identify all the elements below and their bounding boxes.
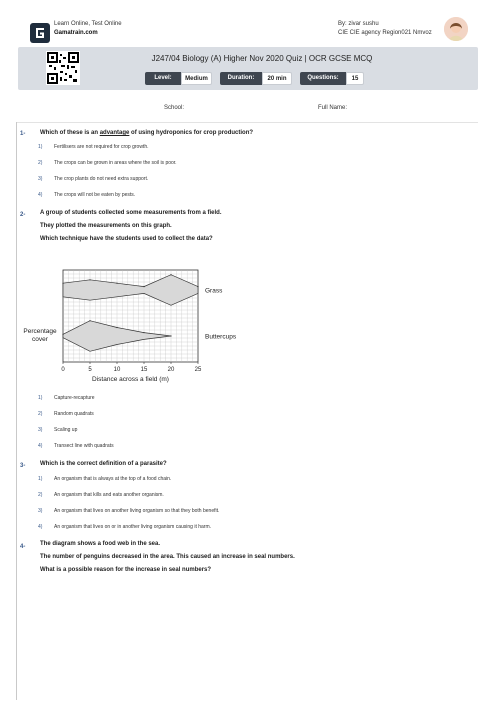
question-text: The number of penguins decreased in the area. This caused an increase in seal numbers.	[40, 554, 295, 560]
data-point	[116, 283, 117, 284]
option-number[interactable]: 2)	[38, 492, 43, 498]
site-name-link[interactable]: Gamatrain.com	[54, 30, 98, 36]
option-number[interactable]: 2)	[38, 160, 43, 166]
author-region: CIE CIE agency Region021 Nmvoz	[338, 30, 432, 36]
author-name: By: zivar sushu	[338, 21, 379, 27]
option-number[interactable]: 1)	[38, 476, 43, 482]
data-point	[62, 283, 63, 284]
option-text[interactable]: Capture-recapture	[54, 395, 95, 401]
school-field-label: School:	[164, 105, 185, 111]
data-point	[170, 274, 171, 275]
y-axis-label: Percentage	[23, 328, 57, 335]
question-text	[40, 130, 253, 136]
option-number[interactable]: 2)	[38, 411, 43, 417]
duration-value: 20 min	[262, 72, 292, 85]
option-number[interactable]: 1)	[38, 144, 43, 150]
avatar-person-icon	[444, 17, 468, 41]
question-text-part: Which of these is an	[40, 130, 100, 136]
x-tick-label: 10	[113, 367, 121, 373]
option-text[interactable]: Fertilisers are not required for crop growth.	[54, 144, 149, 150]
question-number: 3-	[20, 463, 26, 469]
kite-diagram-chart	[20, 250, 240, 385]
question-text: What is a possible reason for the increase in seal numbers?	[40, 567, 212, 573]
option-text[interactable]: An organism that is always at the top of a food chain.	[54, 476, 172, 482]
question-text: The diagram shows a food web in the sea.	[40, 541, 161, 547]
question-text-part: of using hydroponics for crop production?	[129, 130, 254, 136]
x-axis-label: Distance across a field (m)	[92, 376, 169, 383]
questions-value: 15	[346, 72, 364, 85]
left-margin-rule	[16, 122, 17, 700]
option-number[interactable]: 4)	[38, 192, 43, 198]
option-text[interactable]: Transect line with quadrats	[54, 443, 114, 449]
x-tick-label: 0	[61, 367, 65, 373]
qr-code-icon	[46, 51, 80, 85]
question-text: Which technique have the students used to collect the data?	[40, 236, 213, 242]
option-number[interactable]: 4)	[38, 524, 43, 530]
duration-label: Duration:	[220, 72, 262, 85]
option-number[interactable]: 3)	[38, 427, 43, 433]
header-divider	[16, 122, 478, 123]
data-point	[143, 286, 144, 287]
questions-label: Questions:	[300, 72, 346, 85]
data-point	[116, 327, 117, 328]
option-text[interactable]: An organism that kills and eats another organism.	[54, 492, 164, 498]
question-number: 1-	[20, 131, 26, 137]
question-emphasis: advantage	[99, 130, 130, 136]
option-text[interactable]: An organism that lives on another living organism so that they both benefit.	[54, 508, 220, 514]
question-text: They plotted the measurements on this graph.	[40, 223, 172, 229]
option-text[interactable]: Scaling up	[54, 427, 78, 433]
series-label: Grass	[205, 287, 223, 295]
option-text[interactable]: The crop plants do not need extra support.	[54, 176, 149, 182]
option-number[interactable]: 3)	[38, 508, 43, 514]
data-point	[89, 320, 90, 321]
data-point	[197, 286, 198, 287]
x-tick-label: 5	[88, 367, 92, 373]
quiz-title: J247/04 Biology (A) Higher Nov 2020 Quiz | OCR GCSE MCQ	[151, 54, 373, 63]
x-tick-label: 25	[194, 367, 202, 373]
data-point	[143, 332, 144, 333]
data-point	[62, 334, 63, 335]
option-number[interactable]: 1)	[38, 395, 43, 401]
y-axis-label: cover	[32, 336, 48, 343]
option-number[interactable]: 3)	[38, 176, 43, 182]
option-number[interactable]: 4)	[38, 443, 43, 449]
level-label: Level:	[145, 72, 181, 85]
option-text[interactable]: The crops will not be eaten by pests.	[54, 192, 136, 198]
full-name-field-label: Full Name:	[318, 105, 348, 111]
option-text[interactable]: The crops can be grown in areas where the soil is poor.	[54, 160, 177, 166]
question-number: 2-	[20, 212, 26, 218]
series-label: Buttercups	[205, 333, 237, 341]
question-text: A group of students collected some measurements from a field.	[40, 210, 222, 216]
level-value: Medium	[181, 72, 212, 85]
gamatrain-logo-icon	[30, 23, 50, 43]
x-tick-label: 20	[167, 367, 175, 373]
question-text: Which is the correct definition of a parasite?	[40, 461, 167, 467]
question-number: 4-	[20, 544, 26, 550]
site-tagline: Learn Online, Test Online	[54, 21, 122, 27]
data-point	[89, 279, 90, 280]
option-text[interactable]: Random quadrats	[54, 411, 94, 417]
avatar	[444, 17, 468, 41]
option-text[interactable]: An organism that lives on or in another living organism causing it harm.	[54, 524, 212, 530]
x-tick-label: 15	[140, 367, 148, 373]
data-point	[170, 335, 171, 336]
